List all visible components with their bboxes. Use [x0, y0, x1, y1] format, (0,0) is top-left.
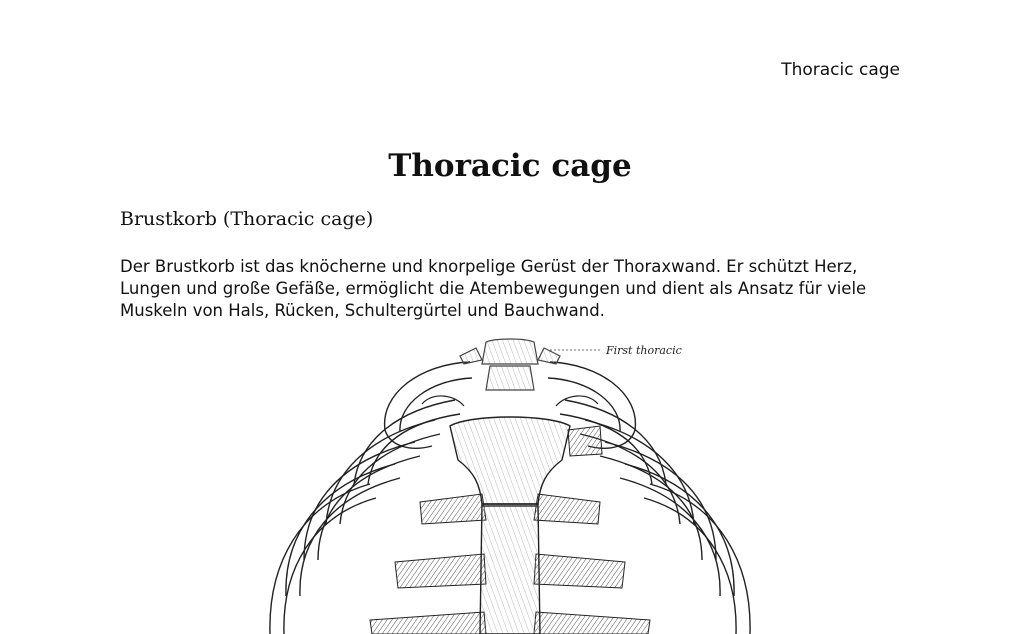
- page-title: Thoracic cage: [388, 148, 632, 184]
- running-header: Thoracic cage: [781, 60, 900, 80]
- thoracic-cage-illustration: [250, 334, 770, 634]
- subtitle: Brustkorb (Thoracic cage): [120, 208, 374, 230]
- first-thoracic-label: First thoracic: [606, 344, 682, 357]
- body-paragraph: Der Brustkorb ist das knöcherne und knorpelige Gerüst der Thoraxwand. Er schützt Herz, Lungen und große Gefäße, ermöglicht die Atembewegungen und dient als Ansatz für viele Muskeln von Hals, Rücken, Schultergürtel und Bauchwand.: [120, 257, 867, 320]
